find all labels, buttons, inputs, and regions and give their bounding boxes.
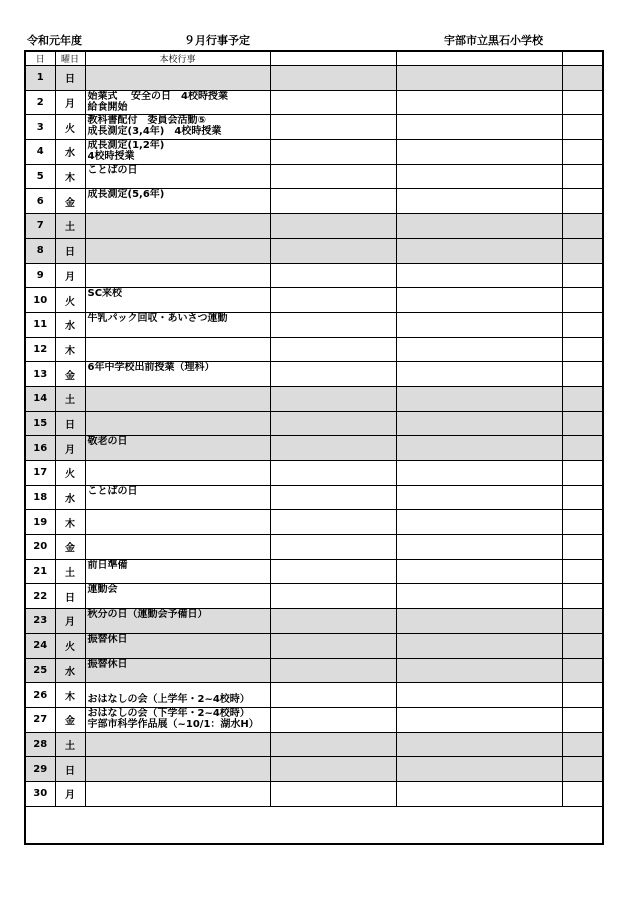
event-cell — [85, 485, 270, 510]
event-text: 成長測定(3,4年) 4校時授業 — [87, 126, 222, 138]
table-row — [25, 140, 603, 165]
blank-cell — [562, 288, 603, 313]
day-number: 21 — [25, 559, 55, 584]
table-row — [25, 633, 603, 658]
weekday: 木 — [55, 337, 85, 362]
weekday: 日 — [55, 238, 85, 263]
table-row — [25, 609, 603, 634]
event-text: ことばの日 — [87, 164, 138, 176]
weekday: 金 — [55, 707, 85, 732]
blank-cell — [562, 164, 603, 189]
table-row — [25, 115, 603, 140]
blank-cell — [562, 90, 603, 115]
blank-cell — [270, 164, 396, 189]
event-text: おはなしの会（下学年・2~4校時） — [87, 707, 250, 719]
blank-cell — [562, 337, 603, 362]
table-row — [25, 436, 603, 461]
column-header-day: 日 — [25, 51, 55, 66]
weekday: 日 — [55, 66, 85, 91]
event-cell — [85, 214, 270, 239]
blank-cell — [396, 559, 562, 584]
event-text: 前日準備 — [87, 559, 128, 571]
event-text: 牛乳パック回収・あいさつ運動 — [87, 312, 228, 324]
schedule-table — [24, 50, 604, 845]
blank-cell — [270, 411, 396, 436]
blank-cell — [562, 510, 603, 535]
table-row — [25, 732, 603, 757]
day-number: 22 — [25, 584, 55, 609]
blank-cell — [562, 189, 603, 214]
blank-cell — [270, 485, 396, 510]
blank-cell — [562, 238, 603, 263]
blank-cell — [270, 189, 396, 214]
blank-cell — [396, 535, 562, 560]
blank-cell — [396, 633, 562, 658]
weekday: 木 — [55, 164, 85, 189]
day-number: 6 — [25, 189, 55, 214]
blank-cell — [396, 609, 562, 634]
event-cell — [85, 436, 270, 461]
page-title: ９月行事予定 — [184, 34, 250, 47]
day-number: 18 — [25, 485, 55, 510]
blank-cell — [396, 214, 562, 239]
blank-cell — [270, 288, 396, 313]
blank-cell — [396, 461, 562, 486]
event-cell — [85, 263, 270, 288]
table-row — [25, 238, 603, 263]
weekday: 火 — [55, 115, 85, 140]
day-number: 2 — [25, 90, 55, 115]
blank-cell — [270, 559, 396, 584]
blank-cell — [270, 732, 396, 757]
day-number: 27 — [25, 707, 55, 732]
weekday: 水 — [55, 312, 85, 337]
event-text: 成長測定(5,6年) — [87, 189, 165, 201]
weekday: 月 — [55, 90, 85, 115]
blank-cell — [562, 312, 603, 337]
weekday: 火 — [55, 461, 85, 486]
event-cell — [85, 90, 270, 115]
blank-cell — [396, 781, 562, 806]
event-text: 敬老の日 — [87, 436, 128, 448]
table-row — [25, 164, 603, 189]
blank-cell — [270, 263, 396, 288]
blank-cell — [562, 683, 603, 708]
table-row — [25, 90, 603, 115]
weekday: 水 — [55, 658, 85, 683]
event-cell — [85, 757, 270, 782]
blank-cell — [396, 189, 562, 214]
blank-cell — [270, 115, 396, 140]
weekday: 土 — [55, 732, 85, 757]
blank-cell — [562, 386, 603, 411]
day-number: 30 — [25, 781, 55, 806]
table-row — [25, 386, 603, 411]
table-header-row — [25, 51, 603, 66]
event-text: 振替休日 — [87, 633, 128, 645]
blank-cell — [562, 66, 603, 91]
blank-cell — [396, 485, 562, 510]
day-number: 16 — [25, 436, 55, 461]
day-number: 10 — [25, 288, 55, 313]
day-number: 17 — [25, 461, 55, 486]
day-number: 23 — [25, 609, 55, 634]
column-header-blank — [562, 51, 603, 66]
event-cell — [85, 559, 270, 584]
table-row — [25, 461, 603, 486]
blank-cell — [396, 288, 562, 313]
weekday: 土 — [55, 559, 85, 584]
day-number: 7 — [25, 214, 55, 239]
blank-cell — [270, 781, 396, 806]
blank-cell — [562, 609, 603, 634]
column-header-blank — [396, 51, 562, 66]
blank-cell — [562, 362, 603, 387]
blank-cell — [270, 386, 396, 411]
day-number: 25 — [25, 658, 55, 683]
blank-cell — [562, 781, 603, 806]
blank-cell — [270, 90, 396, 115]
table-row — [25, 263, 603, 288]
day-number: 11 — [25, 312, 55, 337]
blank-cell — [270, 140, 396, 165]
event-text: ことばの日 — [87, 485, 138, 497]
blank-cell — [270, 510, 396, 535]
blank-cell — [396, 90, 562, 115]
blank-cell — [562, 559, 603, 584]
event-cell — [85, 707, 270, 732]
event-text: 4校時授業 — [87, 151, 135, 163]
day-number: 12 — [25, 337, 55, 362]
event-text: 運動会 — [87, 584, 118, 596]
day-number: 14 — [25, 386, 55, 411]
weekday: 水 — [55, 485, 85, 510]
weekday: 日 — [55, 411, 85, 436]
event-text — [88, 683, 270, 694]
weekday: 火 — [55, 633, 85, 658]
event-cell — [85, 411, 270, 436]
blank-cell — [562, 633, 603, 658]
weekday: 月 — [55, 781, 85, 806]
blank-cell — [562, 485, 603, 510]
blank-cell — [396, 164, 562, 189]
blank-cell — [562, 436, 603, 461]
fiscal-year-label: 令和元年度 — [27, 34, 82, 47]
weekday: 水 — [55, 140, 85, 165]
event-cell — [85, 658, 270, 683]
blank-cell — [396, 337, 562, 362]
blank-cell — [396, 757, 562, 782]
weekday: 木 — [55, 510, 85, 535]
event-cell — [85, 386, 270, 411]
blank-cell — [396, 707, 562, 732]
event-cell — [85, 288, 270, 313]
blank-cell — [396, 263, 562, 288]
event-text: 成長測定(1,2年) — [87, 140, 165, 152]
blank-cell — [396, 658, 562, 683]
blank-cell — [562, 461, 603, 486]
blank-cell — [396, 362, 562, 387]
weekday: 土 — [55, 214, 85, 239]
day-number: 1 — [25, 66, 55, 91]
table-row — [25, 707, 603, 732]
event-cell — [85, 781, 270, 806]
day-number: 5 — [25, 164, 55, 189]
table-row — [25, 485, 603, 510]
blank-cell — [270, 312, 396, 337]
event-text: 振替休日 — [87, 658, 128, 670]
day-number: 4 — [25, 140, 55, 165]
table-row — [25, 288, 603, 313]
blank-cell — [562, 411, 603, 436]
blank-cell — [270, 461, 396, 486]
weekday: 金 — [55, 535, 85, 560]
day-number: 8 — [25, 238, 55, 263]
blank-cell — [562, 214, 603, 239]
column-header-events: 本校行事 — [85, 51, 270, 66]
blank-cell — [562, 535, 603, 560]
blank-cell — [270, 66, 396, 91]
weekday: 月 — [55, 263, 85, 288]
blank-cell — [396, 140, 562, 165]
blank-cell — [396, 411, 562, 436]
table-row — [25, 757, 603, 782]
day-number: 26 — [25, 683, 55, 708]
table-row — [25, 362, 603, 387]
blank-cell — [270, 535, 396, 560]
blank-cell — [562, 140, 603, 165]
blank-cell — [270, 707, 396, 732]
day-number: 19 — [25, 510, 55, 535]
weekday: 月 — [55, 609, 85, 634]
weekday: 金 — [55, 189, 85, 214]
event-cell — [85, 510, 270, 535]
event-text: 給食開始 — [87, 101, 128, 113]
day-number: 24 — [25, 633, 55, 658]
day-number: 13 — [25, 362, 55, 387]
blank-cell — [396, 732, 562, 757]
school-name: 宇部市立黒石小学校 — [444, 34, 543, 47]
footer-row — [25, 806, 603, 844]
day-number: 9 — [25, 263, 55, 288]
table-row — [25, 337, 603, 362]
event-text: 始業式 安全の日 4校時授業 — [87, 90, 228, 102]
event-cell — [85, 633, 270, 658]
event-cell — [85, 164, 270, 189]
blank-cell — [396, 584, 562, 609]
weekday: 火 — [55, 288, 85, 313]
blank-cell — [396, 386, 562, 411]
event-cell — [85, 609, 270, 634]
blank-cell — [270, 238, 396, 263]
table-row — [25, 535, 603, 560]
table-row — [25, 214, 603, 239]
blank-cell — [396, 436, 562, 461]
event-cell — [85, 140, 270, 165]
event-cell — [85, 66, 270, 91]
event-cell — [85, 584, 270, 609]
table-row — [25, 658, 603, 683]
blank-cell — [270, 584, 396, 609]
event-cell — [85, 115, 270, 140]
day-number: 3 — [25, 115, 55, 140]
blank-cell — [562, 584, 603, 609]
blank-cell — [270, 633, 396, 658]
event-cell — [85, 461, 270, 486]
weekday: 日 — [55, 584, 85, 609]
event-cell — [85, 312, 270, 337]
blank-cell — [396, 66, 562, 91]
table-row — [25, 510, 603, 535]
blank-cell — [270, 214, 396, 239]
weekday: 木 — [55, 683, 85, 708]
blank-cell — [396, 115, 562, 140]
blank-cell — [562, 757, 603, 782]
table-row — [25, 781, 603, 806]
event-text: おはなしの会（上学年・2~4校時） — [87, 694, 250, 706]
event-cell — [85, 189, 270, 214]
blank-cell — [562, 707, 603, 732]
table-row — [25, 559, 603, 584]
blank-cell — [562, 263, 603, 288]
table-row — [25, 683, 603, 708]
blank-cell — [562, 658, 603, 683]
weekday: 月 — [55, 436, 85, 461]
blank-cell — [270, 436, 396, 461]
blank-cell — [270, 609, 396, 634]
event-cell — [85, 362, 270, 387]
table-row — [25, 584, 603, 609]
day-number: 29 — [25, 757, 55, 782]
day-number: 15 — [25, 411, 55, 436]
event-text: 教科書配付 委員会活動⑤ — [87, 115, 206, 127]
table-row — [25, 411, 603, 436]
blank-cell — [270, 362, 396, 387]
weekday: 土 — [55, 386, 85, 411]
event-text: 宇部市科学作品展（~10/1：湖水H） — [87, 718, 259, 730]
column-header-blank — [270, 51, 396, 66]
event-text: SC来校 — [87, 288, 123, 300]
blank-cell — [270, 683, 396, 708]
blank-cell — [396, 238, 562, 263]
blank-cell — [270, 658, 396, 683]
event-cell — [85, 683, 270, 708]
weekday: 金 — [55, 362, 85, 387]
footer-notes-cell — [25, 806, 603, 844]
blank-cell — [562, 115, 603, 140]
event-cell — [85, 535, 270, 560]
weekday: 日 — [55, 757, 85, 782]
table-row — [25, 189, 603, 214]
blank-cell — [396, 510, 562, 535]
blank-cell — [396, 683, 562, 708]
day-number: 28 — [25, 732, 55, 757]
table-row — [25, 66, 603, 91]
table-row — [25, 312, 603, 337]
day-number: 20 — [25, 535, 55, 560]
event-text: 6年中学校出前授業（理科） — [87, 362, 215, 374]
event-text: 秋分の日（運動会予備日） — [87, 609, 208, 621]
event-cell — [85, 337, 270, 362]
blank-cell — [270, 757, 396, 782]
blank-cell — [396, 312, 562, 337]
blank-cell — [270, 337, 396, 362]
blank-cell — [562, 732, 603, 757]
column-header-weekday: 曜日 — [55, 51, 85, 66]
event-cell — [85, 732, 270, 757]
event-cell — [85, 238, 270, 263]
